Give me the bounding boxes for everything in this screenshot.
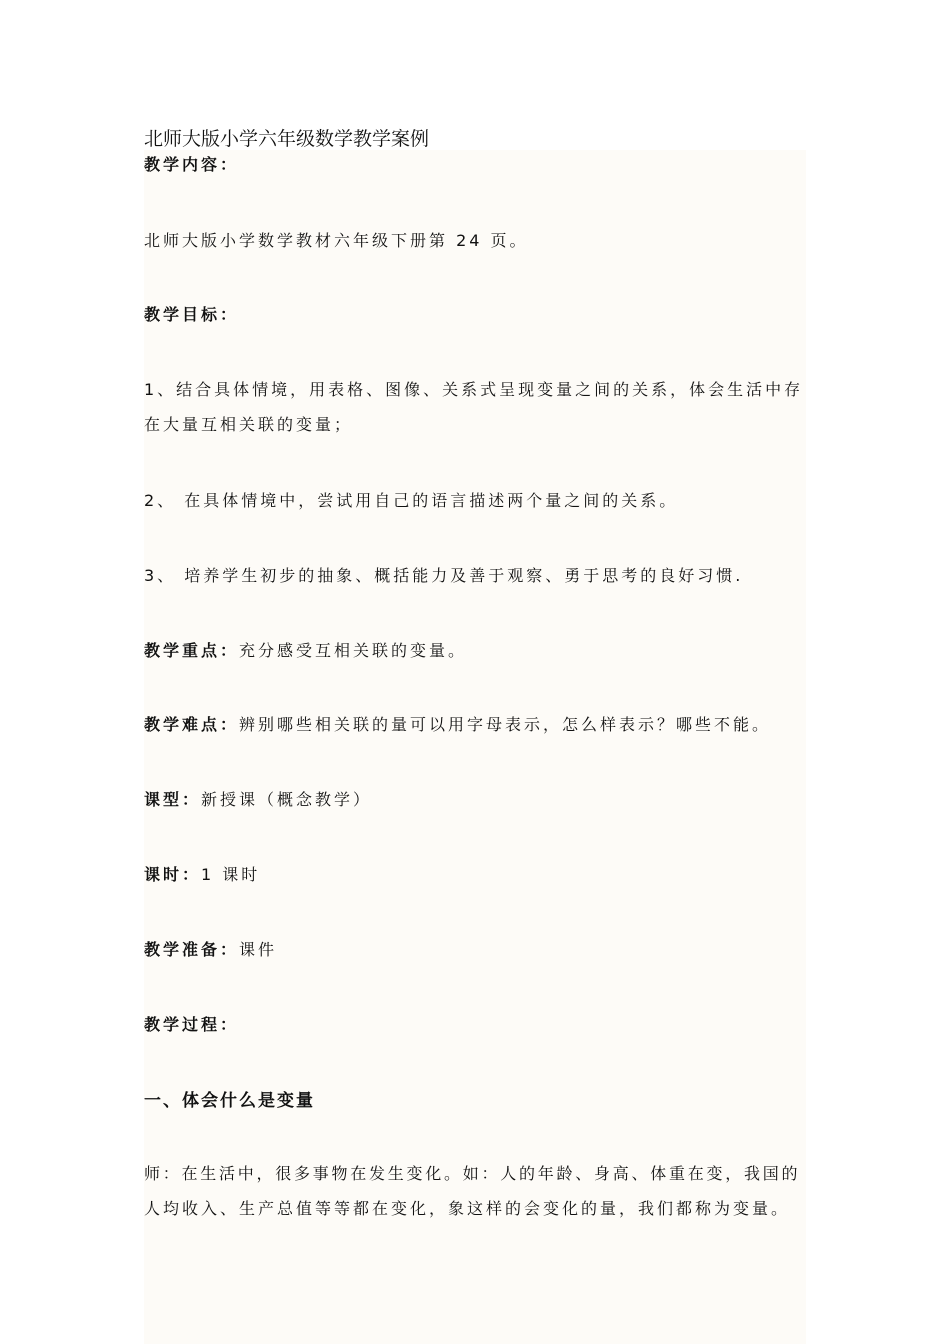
label-difficulty: 教学难点： xyxy=(144,715,240,734)
text-lesson-type: 新授课（概念教学） xyxy=(201,790,373,809)
label-lesson-type: 课型： xyxy=(144,790,202,809)
goal-1-line-2: 在大量互相关联的变量； xyxy=(144,415,354,434)
text-preparation: 课件 xyxy=(239,940,278,959)
label-teaching-goals: 教学目标： xyxy=(144,305,240,324)
preparation-row xyxy=(144,937,277,960)
section-heading-1: 一、体会什么是变量 xyxy=(144,1091,315,1111)
label-hours: 课时： xyxy=(144,865,202,884)
label-teaching-process: 教学过程： xyxy=(144,1015,240,1034)
label-teaching-content: 教学内容： xyxy=(144,155,240,174)
lesson-type-row xyxy=(144,787,372,810)
text-hours: 1 课时 xyxy=(201,865,261,884)
label-key-point: 教学重点： xyxy=(144,641,240,660)
document-body xyxy=(144,150,806,1344)
paragraph-1-line-2: 人均收入、生产总值等等都在变化，象这样的会变化的量，我们都称为变量。 xyxy=(144,1199,791,1218)
text-key-point: 充分感受互相关联的变量。 xyxy=(239,641,468,660)
text-difficulty: 辨别哪些相关联的量可以用字母表示，怎么样表示？哪些不能。 xyxy=(239,715,772,734)
goal-3: 3、 培养学生初步的抽象、概括能力及善于观察、勇于思考的良好习惯. xyxy=(144,566,744,585)
goal-2: 2、 在具体情境中，尝试用自己的语言描述两个量之间的关系。 xyxy=(144,491,679,510)
document-title: 北师大版小学六年级数学教学案例 xyxy=(144,128,430,150)
paragraph-1-line-1: 师：在生活中，很多事物在发生变化。如：人的年龄、身高、体重在变，我国的 xyxy=(144,1164,801,1183)
text-teaching-content: 北师大版小学数学教材六年级下册第 24 页。 xyxy=(144,231,529,250)
key-point-row xyxy=(144,638,467,661)
hours-row xyxy=(144,862,260,885)
difficulty-row xyxy=(144,712,771,735)
goal-1-line-1: 1、结合具体情境，用表格、图像、关系式呈现变量之间的关系，体会生活中存 xyxy=(144,380,804,399)
label-preparation: 教学准备： xyxy=(144,940,240,959)
